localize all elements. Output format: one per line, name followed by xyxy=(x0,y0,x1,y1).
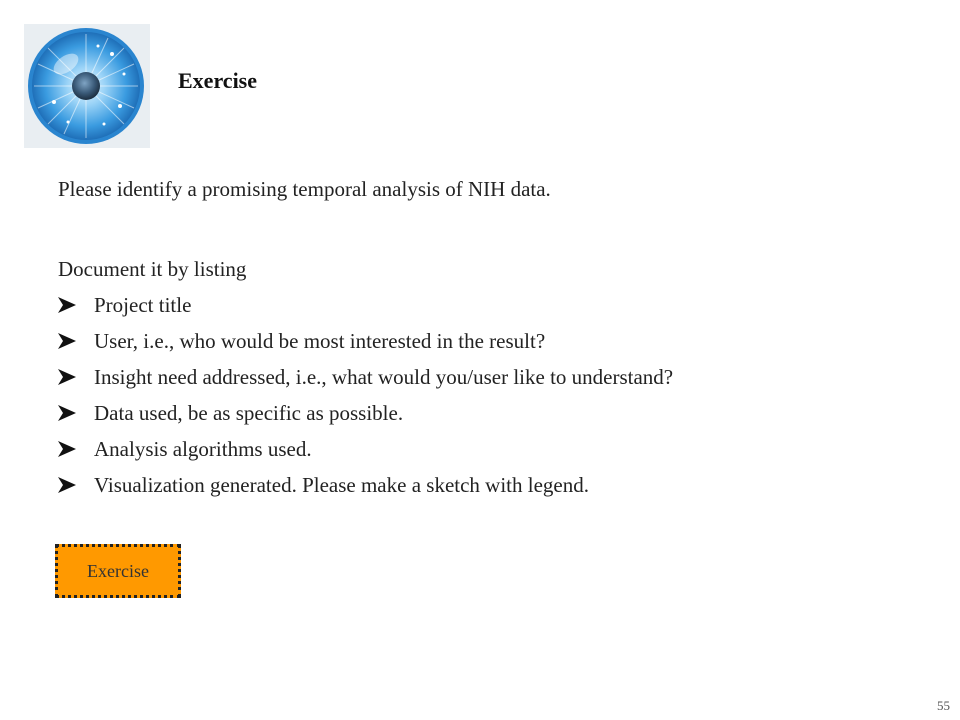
list-item xyxy=(58,364,938,390)
eye-iris-icon xyxy=(24,24,150,148)
exercise-button[interactable]: Exercise xyxy=(55,544,181,598)
bullet-text: Data used, be as specific as possible. xyxy=(94,401,404,425)
logo xyxy=(24,24,150,148)
bullet-text: Project title xyxy=(94,293,192,317)
arrow-bullet-icon xyxy=(58,297,94,313)
intro-text: Please identify a promising temporal analysis of NIH data. xyxy=(58,177,551,201)
list-item xyxy=(58,400,938,426)
list-item xyxy=(58,436,938,462)
list-item xyxy=(58,328,938,354)
arrow-bullet-icon xyxy=(58,369,94,385)
arrow-bullet-icon xyxy=(58,405,94,421)
lead-text: Document it by listing xyxy=(58,257,247,281)
slide-body xyxy=(58,176,938,508)
list-item xyxy=(58,472,938,498)
bullet-text: Analysis algorithms used. xyxy=(94,437,312,461)
bullet-text: User, i.e., who would be most interested in the result? xyxy=(94,329,546,353)
bullet-text: Visualization generated. Please make a sketch with legend. xyxy=(94,473,589,497)
arrow-bullet-icon xyxy=(58,333,94,349)
arrow-bullet-icon xyxy=(58,477,94,493)
slide-title: Exercise xyxy=(178,68,258,93)
arrow-bullet-icon xyxy=(58,441,94,457)
list-item xyxy=(58,292,938,318)
bullet-list xyxy=(58,292,938,498)
bullet-text: Insight need addressed, i.e., what would you/user like to understand? xyxy=(94,365,674,389)
page-number: 55 xyxy=(937,698,950,713)
